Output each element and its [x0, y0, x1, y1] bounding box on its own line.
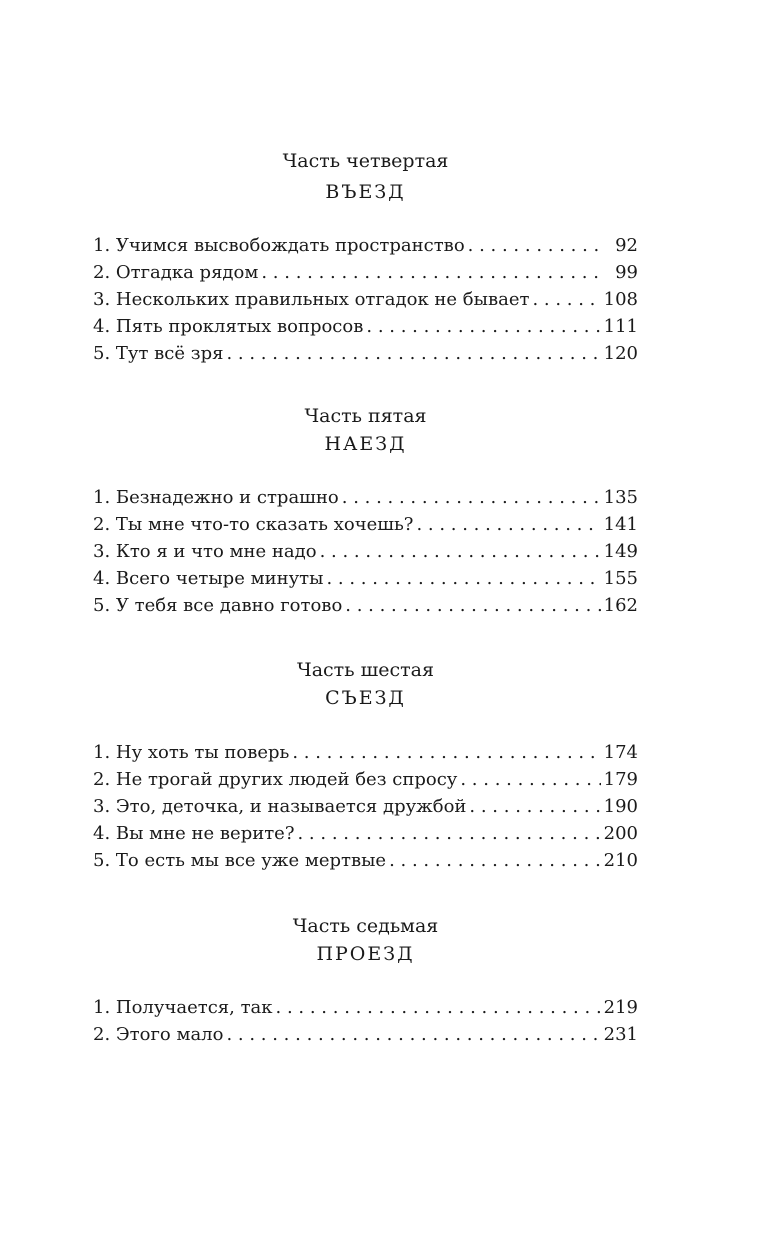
entry-page-number: 111 — [603, 316, 638, 337]
toc-entry[interactable] — [93, 286, 638, 313]
entry-title: 3. Кто я и что мне надо — [93, 541, 317, 562]
entry-page-number: 179 — [603, 769, 638, 790]
dot-leader — [532, 286, 600, 313]
entry-page-number: 120 — [603, 343, 638, 364]
entry-title: 5. Тут всё зря — [93, 343, 224, 364]
entry-title: 2. Ты мне что-то сказать хочешь? — [93, 514, 414, 535]
dot-leader — [320, 538, 601, 565]
entry-title: 4. Пять проклятых вопросов — [93, 316, 364, 337]
entry-title: 1. Безнадежно и страшно — [93, 487, 339, 508]
entry-title: 4. Всего четыре минуты — [93, 568, 324, 589]
dot-leader — [366, 313, 600, 340]
entries-list — [93, 739, 638, 874]
dot-leader — [468, 232, 605, 259]
toc-entry[interactable] — [93, 1021, 638, 1048]
entry-page-number: 92 — [615, 235, 638, 256]
dot-leader — [416, 511, 600, 538]
part-title: ВЪЕЗД — [325, 181, 406, 203]
part-title: СЪЕЗД — [325, 687, 406, 709]
entry-page-number: 219 — [603, 997, 638, 1018]
entry-title: 5. То есть мы все уже мертвые — [93, 850, 387, 871]
toc-entry[interactable] — [93, 793, 638, 820]
entry-page-number: 231 — [603, 1024, 638, 1045]
dot-leader — [326, 565, 600, 592]
toc-entry[interactable] — [93, 538, 638, 565]
entry-title: 4. Вы мне не верите? — [93, 823, 295, 844]
entry-page-number: 200 — [603, 823, 638, 844]
entry-title: 1. Получается, так — [93, 997, 273, 1018]
toc-entry[interactable] — [93, 484, 638, 511]
dot-leader — [261, 259, 605, 286]
dot-leader — [460, 766, 600, 793]
entry-page-number: 174 — [603, 742, 638, 763]
entry-title: 2. Отгадка рядом — [93, 262, 259, 283]
part-title: ПРОЕЗД — [316, 943, 415, 965]
toc-entry[interactable] — [93, 259, 638, 286]
entry-title: 3. Это, деточка, и называется дружбой — [93, 796, 467, 817]
dot-leader — [389, 847, 601, 874]
entries-list — [93, 484, 638, 619]
dot-leader — [292, 739, 600, 766]
part-label: Часть шестая — [297, 659, 434, 681]
dot-leader — [297, 820, 600, 847]
toc-entry[interactable] — [93, 739, 638, 766]
entry-page-number: 135 — [603, 487, 638, 508]
toc-entry[interactable] — [93, 820, 638, 847]
part-label: Часть четвертая — [282, 150, 449, 172]
entries-list — [93, 994, 638, 1048]
toc-entry[interactable] — [93, 511, 638, 538]
entry-page-number: 190 — [603, 796, 638, 817]
toc-entry[interactable] — [93, 847, 638, 874]
dot-leader — [226, 340, 600, 367]
part-title: НАЕЗД — [324, 433, 407, 455]
entry-title: 1. Ну хоть ты поверь — [93, 742, 290, 763]
toc-entry[interactable] — [93, 340, 638, 367]
toc-entry[interactable] — [93, 994, 638, 1021]
entry-page-number: 149 — [603, 541, 638, 562]
part-label: Часть пятая — [304, 405, 427, 427]
dot-leader — [226, 1021, 600, 1048]
dot-leader — [469, 793, 600, 820]
entry-page-number: 162 — [603, 595, 638, 616]
part-label: Часть седьмая — [292, 915, 439, 937]
entry-title: 2. Этого мало — [93, 1024, 224, 1045]
entry-title: 2. Не трогай других людей без спросу — [93, 769, 458, 790]
entry-page-number: 210 — [603, 850, 638, 871]
entry-title: 5. У тебя все давно готово — [93, 595, 343, 616]
dot-leader — [276, 994, 601, 1021]
entries-list — [93, 232, 638, 367]
dot-leader — [345, 592, 600, 619]
toc-entry[interactable] — [93, 565, 638, 592]
dot-leader — [342, 484, 601, 511]
toc-entry[interactable] — [93, 592, 638, 619]
entry-page-number: 155 — [603, 568, 638, 589]
entry-page-number: 141 — [603, 514, 638, 535]
entry-title: 3. Нескольких правильных отгадок не бывает — [93, 289, 530, 310]
entry-page-number: 99 — [615, 262, 638, 283]
toc-entry[interactable] — [93, 232, 638, 259]
entry-page-number: 108 — [603, 289, 638, 310]
toc-entry[interactable] — [93, 766, 638, 793]
entry-title: 1. Учимся высвобождать пространство — [93, 235, 465, 256]
toc-entry[interactable] — [93, 313, 638, 340]
